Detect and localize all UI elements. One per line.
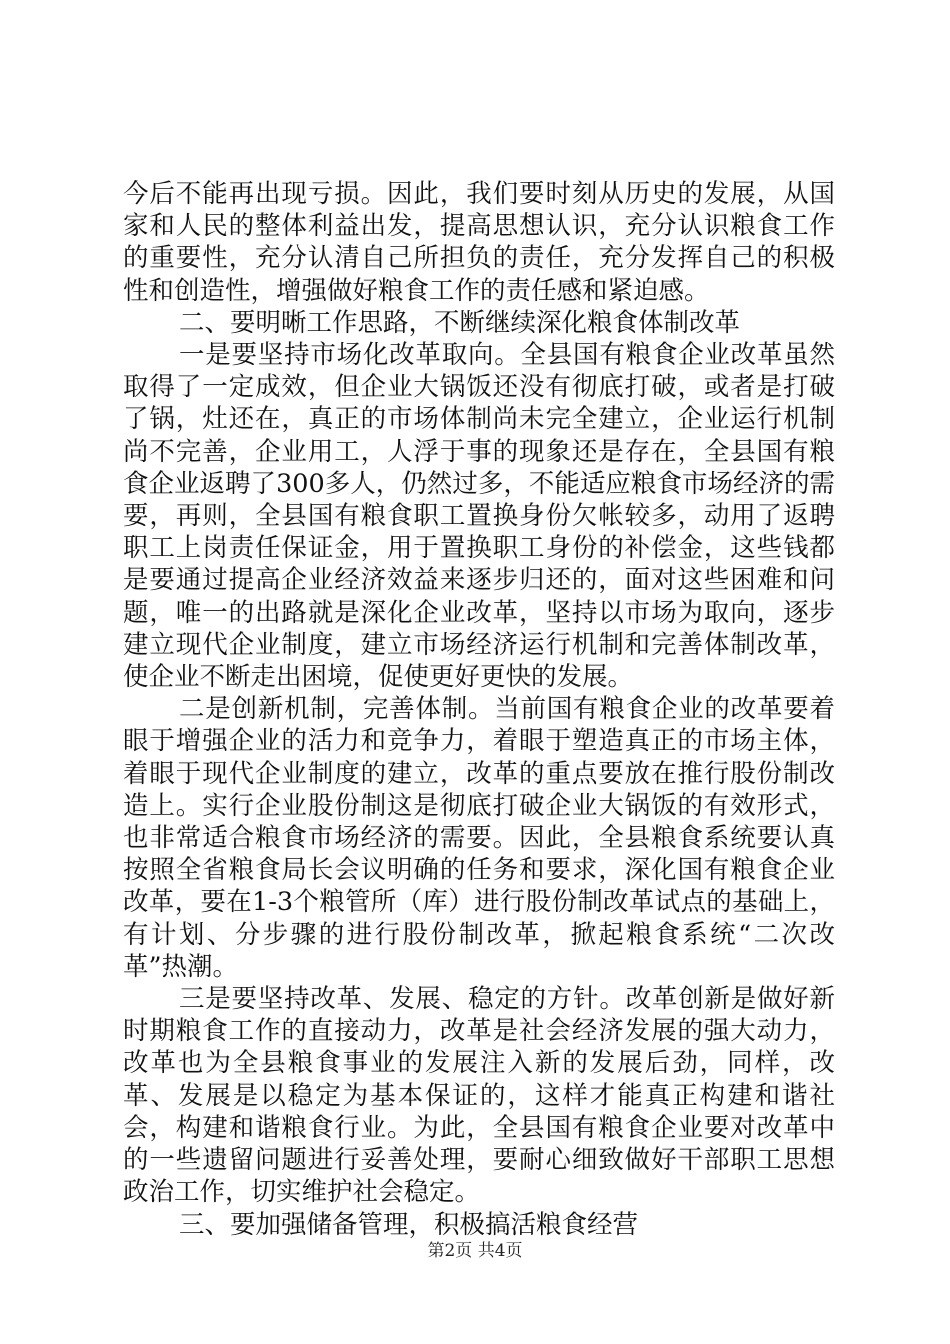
- paragraph-reform-stability: 三是要坚持改革、发展、稳定的方针。改革创新是做好新时期粮食工作的直接动力，改革是社会经济发展的强大动力，改革也为全县粮食事业的发展注入新的发展后劲，同样，改革、发展是以稳定为基本保证的，这样才能真正构建和谐社会，构建和谐粮食行业。为此，全县国有粮食企业要对改革中的一些遗留问题进行妥善处理，要耐心细致做好干部职工思想政治工作，切实维护社会稳定。: [123, 984, 835, 1208]
- section-heading-2: 二、要明晰工作思路，不断继续深化粮食体制改革: [179, 307, 741, 338]
- page-number: 第2页 共4页: [427, 1241, 523, 1261]
- paragraph-market-reform: 一是要坚持市场化改革取向。全县国有粮食企业改革虽然取得了一定成效，但企业大锅饭还没有彻底打破，或者是打破了锅，灶还在，真正的市场体制尚未完全建立，企业运行机制尚不完善，企业用工，人浮于事的现象还是存在，全县国有粮食企业返聘了300多人，仍然过多，不能适应粮食市场经济的需要，再则，全县国有粮食职工置换身份欠帐较多，动用了返聘职工上岗责任保证金，用于置换职工身份的补偿金，这些钱都是要通过提高企业经济效益来逐步归还的，面对这些困难和问题，唯一的出路就是深化企业改革，坚持以市场为取向，逐步建立现代企业制度，建立市场经济运行机制和完善体制改革，使企业不断走出困境，促使更好更快的发展。: [123, 340, 835, 693]
- paragraph-1: 今后不能再出现亏损。因此，我们要时刻从历史的发展，从国家和人民的整体利益出发，提高思想认识，充分认识粮食工作的重要性，充分认清自己所担负的责任，充分发挥自己的积极性和创造性，增强做好粮食工作的责任感和紧迫感。: [123, 179, 835, 306]
- paragraph-innovation-mechanism: 二是创新机制，完善体制。当前国有粮食企业的改革要着眼于增强企业的活力和竞争力，着眼于塑造真正的市场主体，着眼于现代企业制度的建立，改革的重点要放在推行股份制改造上。实行企业股份制这是彻底打破企业大锅饭的有效形式，也非常适合粮食市场经济的需要。因此，全县粮食系统要认真按照全省粮食局长会议明确的任务和要求，深化国有粮食企业改革，要在1-3个粮管所（库）进行股份制改革试点的基础上，有计划、分步骤的进行股份制改革，掀起粮食系统“二次改革”热潮。: [123, 694, 835, 982]
- document-body: [123, 178, 835, 1241]
- section-heading-3: 三、要加强储备管理，积极搞活粮食经营: [179, 1209, 639, 1240]
